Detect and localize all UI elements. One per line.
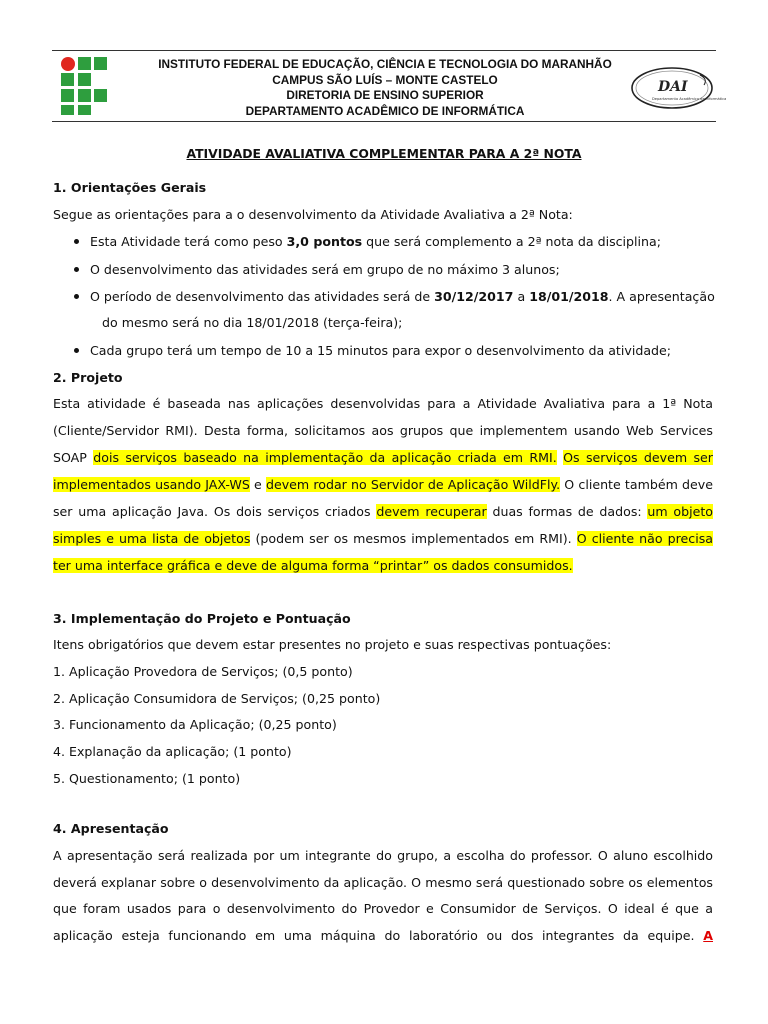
paragraph-line: A apresentação será realizada por um integrante do grupo, a escolha do professor. O aluno escolhido — [53, 848, 713, 863]
list-item: 5. Questionamento; (1 ponto) — [53, 771, 241, 786]
paragraph-line: aplicação esteja funcionando em uma máquina do laboratório ou dos integrantes da equipe. A — [53, 928, 713, 943]
highlighted-text: ter uma interface gráfica e deve de alguma forma “printar” os dados consumidos. — [53, 558, 573, 573]
list-item: 1. Aplicação Provedora de Serviços; (0,5 ponto) — [53, 664, 353, 679]
paragraph-line: deverá explanar sobre o desenvolvimento da aplicação. O mesmo será questionado sobre os elementos — [53, 875, 713, 890]
paragraph-line: (Cliente/Servidor RMI). Desta forma, solicitamos aos grupos que implementem usando Web Services — [53, 423, 713, 438]
bullet-icon — [74, 348, 79, 353]
institution-header-text — [130, 57, 640, 119]
document-title: ATIVIDADE AVALIATIVA COMPLEMENTAR PARA A 2ª NOTA — [186, 146, 582, 161]
list-item: 3. Funcionamento da Aplicação; (0,25 ponto) — [53, 717, 337, 732]
highlighted-text: implementados usando JAX-WS — [53, 477, 250, 492]
header-line-3: DIRETORIA DE ENSINO SUPERIOR — [286, 88, 484, 102]
dai-logo-icon — [630, 65, 727, 111]
bullet-item: Cada grupo terá um tempo de 10 a 15 minutos para expor o desenvolvimento da atividade; — [74, 343, 671, 358]
header-line-2: CAMPUS SÃO LUÍS – MONTE CASTELO — [272, 72, 498, 87]
document-header — [52, 50, 727, 122]
highlighted-text: devem recuperar — [376, 504, 487, 519]
bullet-continuation: do mesmo será no dia 18/01/2018 (terça-feira); — [102, 315, 403, 330]
paragraph-line: implementados usando JAX-WS e devem rodar no Servidor de Aplicação WildFly. O cliente também deve — [53, 477, 713, 492]
paragraph-line: que foram usados para o desenvolvimento do Provedor e Consumidor de Serviços. O ideal é que a — [53, 901, 713, 916]
paragraph-line: Esta atividade é baseada nas aplicações desenvolvidas para a Atividade Avaliativa para a 1ª Nota — [53, 396, 713, 411]
bullet-item: O período de desenvolvimento das atividades será de 30/12/2017 a 18/01/2018. A apresentação — [74, 289, 713, 304]
header-line-4: DEPARTAMENTO ACADÊMICO DE INFORMÁTICA — [245, 103, 525, 118]
paragraph-line: ser uma aplicação Java. Os dois serviços criados devem recuperar duas formas de dados: um objeto — [53, 504, 713, 519]
list-item: 4. Explanação da aplicação; (1 ponto) — [53, 744, 292, 759]
svg-text:Departamento Acadêmico de Info: Departamento Acadêmico de Informática — [652, 97, 727, 101]
highlighted-text: dois serviços baseado na implementação da aplicação criada em RMI. — [93, 450, 557, 465]
section-1-intro: Segue as orientações para a o desenvolvimento da Atividade Avaliativa a 2ª Nota: — [53, 207, 573, 222]
svg-text:DAI: DAI — [658, 79, 688, 95]
section-2-heading: 2. Projeto — [53, 370, 123, 385]
bullet-item: Esta Atividade terá como peso 3,0 pontos que será complemento a 2ª nota da disciplina; — [74, 234, 661, 249]
section-1-heading: 1. Orientações Gerais — [53, 180, 207, 195]
emphasized-text: A — [703, 928, 713, 943]
paragraph-line: SOAP dois serviços baseado na implementação da aplicação criada em RMI. Os serviços devem ser — [53, 450, 713, 465]
highlighted-text: um objeto — [647, 504, 713, 519]
header-line-1: INSTITUTO FEDERAL DE EDUCAÇÃO, CIÊNCIA E TECNOLOGIA DO MARANHÃO — [158, 57, 612, 71]
highlighted-text: O cliente não precisa — [576, 531, 714, 546]
highlighted-text: simples e uma lista de objetos — [53, 531, 251, 546]
bullet-icon — [74, 294, 79, 299]
paragraph-line: simples e uma lista de objetos (podem ser os mesmos implementados em RMI). O cliente não precisa — [53, 531, 714, 546]
highlighted-text: Os serviços devem ser — [563, 450, 713, 465]
highlighted-text: devem rodar no Servidor de Aplicação WildFly. — [265, 477, 561, 492]
list-item: 2. Aplicação Consumidora de Serviços; (0,25 ponto) — [53, 691, 381, 706]
section-3-intro: Itens obrigatórios que devem estar presentes no projeto e suas respectivas pontuações: — [53, 637, 612, 652]
section-4-heading: 4. Apresentação — [53, 821, 169, 836]
bullet-icon — [74, 239, 79, 244]
bullet-item: O desenvolvimento das atividades será em grupo de no máximo 3 alunos; — [74, 262, 560, 277]
if-logo-icon — [60, 56, 120, 116]
section-3-heading: 3. Implementação do Projeto e Pontuação — [53, 611, 351, 626]
bullet-icon — [74, 267, 79, 272]
paragraph-line — [53, 558, 573, 573]
